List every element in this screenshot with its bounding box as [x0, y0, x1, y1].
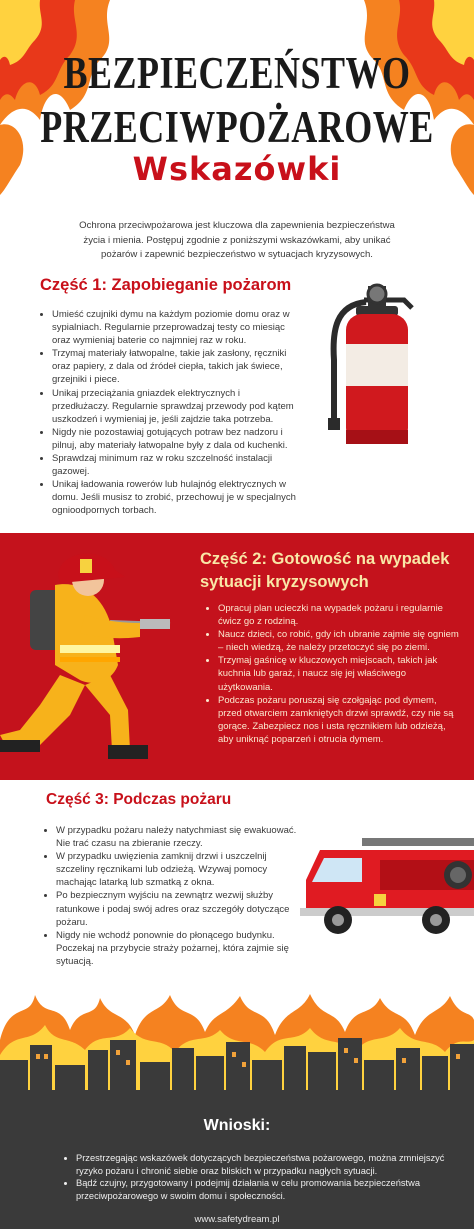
list-item: • Nigdy nie pozostawiaj gotujących potraw bez nadzoru i pilnuj, aby materiały łatwopalne były z dala od kuchenki.: [52, 426, 298, 452]
section3-list: [42, 824, 306, 968]
intro-paragraph: Ochrona przeciwpożarowa jest kluczowa dla zapewnienia bezpieczeństwa życia i mienia. Postępuj zgodnie z poniższymi wskazówkami, aby unikać pożarów i zapewnić bezpieczeństwo w sytuacjach kryzysowych.: [79, 220, 395, 261]
list-item: • Przestrzegając wskazówek dotyczących bezpieczeństwa pożarowego, można zmniejszyć ryzyko pożaru i chronić siebie oraz bliskich w przypadku nagłych sytuacji.: [76, 1152, 446, 1177]
conclusions-list: [62, 1152, 446, 1202]
list-item: • W przypadku uwięzienia zamknij drzwi i uszczelnij szczeliny ręcznikami lub odzieżą. Wzywaj pomocy machając latarką lub szmatką z okna.: [56, 850, 306, 889]
list-item: • Naucz dzieci, co robić, gdy ich ubranie zajmie się ogniem – niech wiedzą, że należy przetoczyć się po ziemi.: [218, 628, 462, 654]
website-link[interactable]: www.safetydream.pl: [194, 1214, 280, 1225]
fire-truck-icon: [300, 820, 474, 940]
list-item: • Podczas pożaru poruszaj się czołgając pod dymem, przed otwarciem zamkniętych drzwi sprawdź, czy nie są gorące. Zabezpiecz nos i usta ręcznikiem lub odzieżą, aby uniknąć poparzeń i otrucia dymem.: [218, 694, 462, 746]
burning-city-illustration: [0, 990, 474, 1092]
section1-list: [38, 308, 298, 518]
list-item: • Bądź czujny, przygotowany i podejmij działania w celu promowania bezpieczeństwa przeciwpożarowego w swoim domu i społeczności.: [76, 1177, 446, 1202]
list-item: • Po bezpiecznym wyjściu na zewnątrz wezwij służby ratunkowe i podaj swój adres oraz szczegóły dotyczące pożaru.: [56, 889, 306, 928]
section3-title: Część 3: Podczas pożaru: [46, 791, 232, 808]
section1-title: Część 1: Zapobieganie pożarom: [40, 276, 292, 294]
list-item: • Sprawdzaj minimum raz w roku szczelność instalacji gazowej.: [52, 452, 298, 478]
list-item: • Unikaj ładowania rowerów lub hulajnóg elektrycznych w domu. Jeśli musisz to zrobić, przechowuj je w specjalnych ognioodpornych torbach.: [52, 478, 298, 517]
page-subtitle: Wskazówki: [132, 150, 342, 188]
list-item: • Umieść czujniki dymu na każdym poziomie domu oraz w sypialniach. Regularnie przeprowadzaj testy co miesiąc oraz wymieniaj baterie co najmniej raz w roku.: [52, 308, 298, 347]
conclusions-title: Wnioski:: [203, 1117, 271, 1134]
list-item: • Trzymaj gaśnicę w kluczowych miejscach, takich jak kuchnia lub garaż, i naucz się jej właściwego użytkowania.: [218, 654, 462, 693]
section2-list: [204, 602, 462, 746]
list-item: • Opracuj plan ucieczki na wypadek pożaru i regularnie ćwicz go z rodziną.: [218, 602, 462, 628]
fire-extinguisher-icon: [326, 280, 416, 446]
firefighter-illustration: [0, 545, 180, 770]
page-title-line1: BEZPIECZEŃSTWO: [63, 48, 411, 98]
list-item: • Unikaj przeciążania gniazdek elektrycznych i przedłużaczy. Regularnie sprawdzaj przewody pod kątem uszkodzeń i wymieniaj je, jeśli zajdzie taka potrzeba.: [52, 387, 298, 426]
page-title-line2: PRZECIWPOŻAROWE: [40, 102, 434, 152]
section2-title: Część 2: Gotowość na wypadek sytuacji kryzysowych: [200, 550, 450, 591]
list-item: • W przypadku pożaru należy natychmiast się ewakuować. Nie trać czasu na zbieranie rzeczy.: [56, 824, 306, 850]
list-item: • Nigdy nie wchodź ponownie do płonącego budynku. Poczekaj na przybycie straży pożarnej, która zajmie się sytuacją.: [56, 929, 306, 968]
list-item: • Trzymaj materiały łatwopalne, takie jak zasłony, ręczniki oraz papiery, z dala od źródeł ciepła, takich jak świece, grzejniki i piece.: [52, 347, 298, 386]
